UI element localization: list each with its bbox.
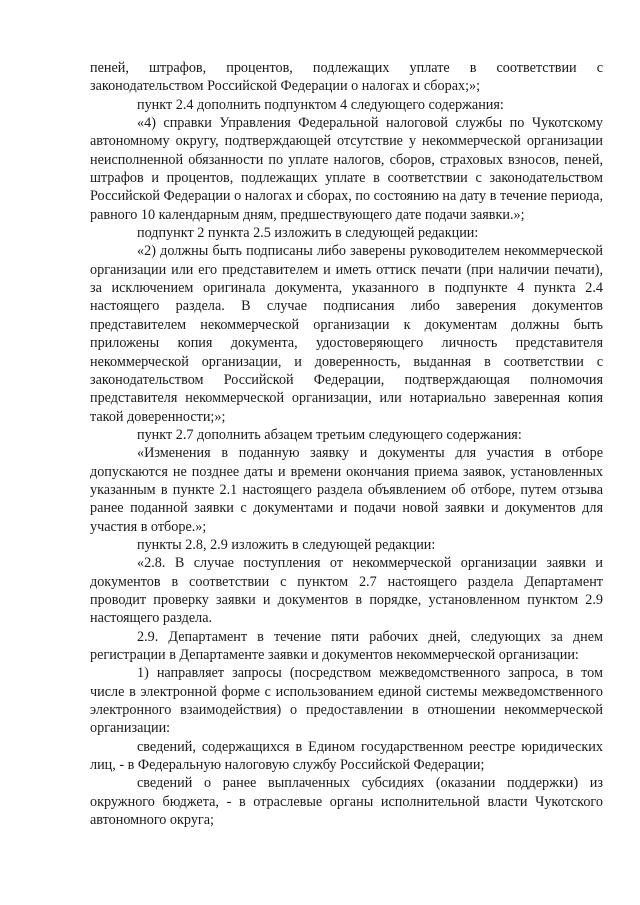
paragraph-item-1: 1) направляет запросы (посредством межведомственного запроса, в том числе в электронной форме с использованием единой системы межведомственного электронного взаимодействия) о предоставлении в отношении некоммерческой организации: [90, 665, 603, 737]
paragraph-amend-2-7: пункт 2.7 дополнить абзацем третьим следующего содержания: [137, 426, 522, 443]
document-body [90, 59, 603, 829]
paragraph-continuation: пеней, штрафов, процентов, подлежащих уплате в соответствии с законодательством Российской Федерации о налогах и сборах;»; [90, 60, 603, 95]
paragraph-changes-application: «Изменения в поданную заявку и документы для участия в отборе допускаются не позднее даты и времени окончания приема заявок, установленных указанным в пункте 2.1 настоящего раздела объявлением об отборе, путем отзыва ранее поданной заявки с документами и подачи новой заявки и документов для участия в отборе.»; [90, 445, 603, 535]
paragraph-amend-2-5: подпункт 2 пункта 2.5 изложить в следующей редакции: [137, 225, 479, 242]
paragraph-point-2-9: 2.9. Департамент в течение пяти рабочих дней, следующих за днем регистрации в Департаменте заявки и документов некоммерческой организации: [90, 628, 603, 663]
paragraph-subpoint-2: «2) должны быть подписаны либо заверены руководителем некоммерческой организации или его представителем и иметь оттиск печати (при наличии печати), за исключением оригинала документа, указанного в подпункте 4 пункта 2.4 настоящего раздела. В случае подписания либо заверения документов представителем некоммерческой организации к документам должны быть приложены копия документа, удостоверяющего личность представителя некоммерческой организации, и доверенность, выданная в соответствии с законодательством Российской Федерации, подтверждающая полномочия представителя некоммерческой организации, или нотариально заверенная копия такой доверенности;»; [90, 243, 603, 425]
paragraph-amend-2-8-2-9: пункты 2.8, 2.9 изложить в следующей редакции: [137, 536, 436, 553]
paragraph-point-2-8: «2.8. В случае поступления от некоммерческой организации заявки и документов в соответствии с пунктом 2.7 настоящего раздела Департамент проводит проверку заявки и документов в порядке, установленном пунктом 2.9 настоящего раздела. [90, 555, 603, 627]
paragraph-amend-2-4: пункт 2.4 дополнить подпунктом 4 следующего содержания: [137, 96, 504, 113]
paragraph-egrul-info: сведений, содержащихся в Едином государственном реестре юридических лиц, - в Федеральную налоговую службу Российской Федерации; [90, 738, 603, 774]
paragraph-subpoint-4: «4) справки Управления Федеральной налоговой службы по Чукотскому автономному округу, подтверждающей отсутствие у некоммерческой организации неисполненной обязанности по уплате налогов, сборов, страховых взносов, пеней, штрафов и процентов, подлежащих уплате в соответствии с законодательством Российской Федерации о налогах и сборах, по состоянию на дату в течение периода, равного 10 календарным дням, предшествующего дате подачи заявки.»; [90, 115, 603, 223]
paragraph-subsidy-info: сведений о ранее выплаченных субсидиях (оказании поддержки) из окружного бюджета, - в отраслевые органы исполнительной власти Чукотского автономного округа; [90, 775, 603, 829]
